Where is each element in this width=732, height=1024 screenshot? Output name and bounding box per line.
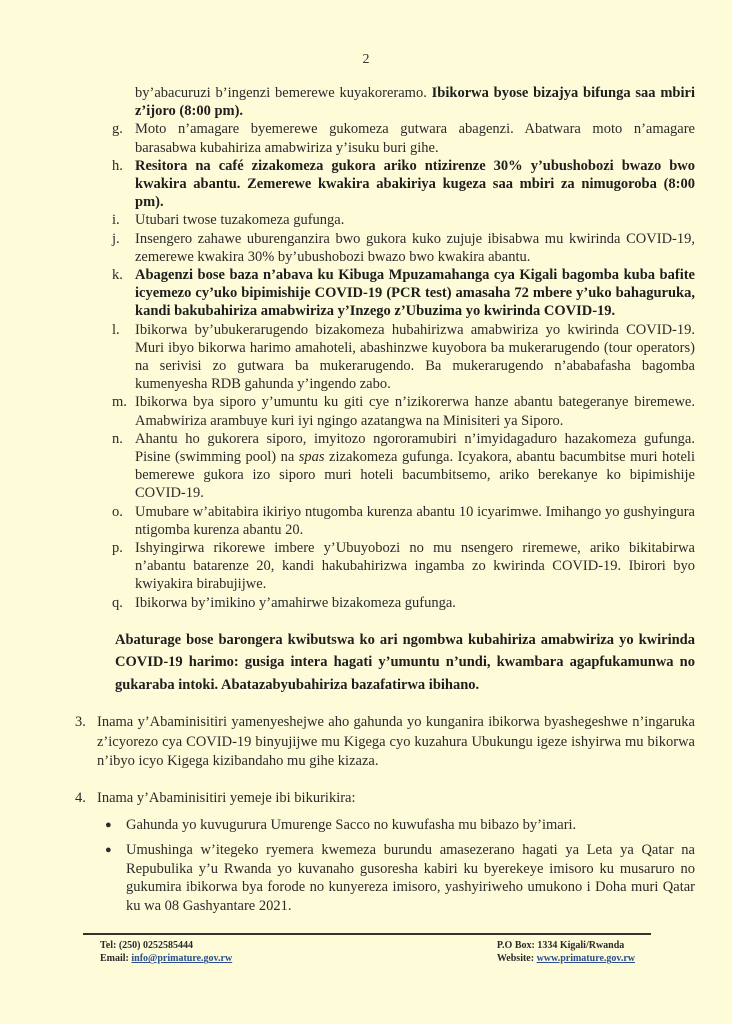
list-item-text-after: zizakomeza gufunga. Icyakora, abantu bacumbitse muri hoteli bemerewe gukora izo siporo muri hoteli bacumbitsemo, ariko berekanye ko bipimishije COVID-19.: [135, 449, 695, 502]
list-item-h: [0, 157, 695, 212]
footer-tel: [100, 939, 232, 952]
list-item-text: Utubari twose tuzakomeza gufunga.: [135, 212, 345, 229]
continuation-text: by’abacuruzi b’ingenzi bemerewe kuyakoreramo.: [135, 85, 432, 101]
page-number: 2: [362, 52, 370, 67]
list-item-g: [0, 120, 695, 156]
bullet-item: [0, 816, 695, 835]
footer-email: [100, 952, 232, 965]
list-item-j: [0, 230, 695, 266]
list-item-i: [0, 211, 695, 229]
list-item-p: [0, 539, 695, 594]
list-item-text: Ahantu ho gukorera siporo, imyitozo ngororamubiri n’imyidagaduro hazakomeza gufunga. Pisine (swimming pool) na: [135, 430, 695, 466]
number-marker: 4.: [75, 789, 86, 806]
list-item-m: [0, 393, 695, 429]
continuation-bold-text: Ibikorwa byose bizajya bifunga saa mbiri z’ijoro (8:00 pm).: [135, 85, 695, 120]
numbered-item-text: Inama y’Abaminisitiri yamenyeshejwe aho gahunda yo kunganira ibikorwa byashegeshwe n’ingaruka z’icyorezo cya COVID-19 binyujijwe mu Kigega cyo kuzahura Ubukungu igeze ishyirwa mu bikorwa n’ibyo icyo Kigega kizibandaho mu gihe kizaza.: [97, 714, 695, 770]
tel-label: Tel:: [100, 940, 119, 952]
website-label: Website:: [496, 953, 537, 965]
list-item-n: [0, 430, 695, 503]
list-item-q: [0, 594, 695, 612]
list-item-text: Ishyingirwa rikorewe imbere y’Ubuyobozi no mu nsengero riremewe, ariko bikitabirwa n’abantu batarenze 20, kandi hakubahirizwa ingamba zo kwirinda COVID-19. Ibirori byo kwiyakira birabujijwe.: [135, 540, 695, 593]
email-label: Email:: [100, 953, 132, 965]
list-marker: k.: [112, 267, 123, 284]
footer-area: [0, 933, 695, 965]
list-marker: g.: [112, 121, 123, 138]
list-marker: i.: [112, 212, 120, 229]
footer-website: [497, 952, 635, 965]
list-item-text: Moto n’amagare byemerewe gukomeza gutwara abagenzi. Abatwara moto n’amagare barasabwa kubahiriza amabwiriza y’isuku buri gihe.: [135, 121, 695, 156]
list-marker: m.: [112, 394, 127, 411]
list-item-text: Ibikorwa by’imikino y’amahirwe bizakomeza gufunga.: [135, 594, 456, 611]
public-notice: Abaturage bose barongera kwibutswa ko ari ngombwa kubahiriza amabwiriza yo kwirinda COVID-19 harimo: gusiga intera hagati y’umuntu n’undi, kwambara agapfukamunwa no gukaraba intoki. Abatazabyubahiriza bazafatirwa ibihano.: [115, 631, 695, 693]
list-item-text: Umubare w’abitabira ikiriyo ntugomba kurenza abantu 10 icyarimwe. Imihango yo gushyingura ntigomba kurenza abantu 20.: [135, 503, 695, 538]
list-marker: n.: [112, 430, 123, 447]
list-marker: p.: [112, 540, 123, 557]
list-item-text: Ibikorwa bya siporo y’umuntu ku giti cye n’izikorerwa hanze abantu bategeranye biremewe. Amabwiriza arambuye kuri iyi ngingo azatangwa na Minisiteri ya Siporo.: [135, 394, 695, 429]
list-marker: o.: [112, 503, 123, 520]
bullet-text: Gahunda yo kuvugurura Umurenge Sacco no kuwufasha mu bibazo by’imari.: [126, 817, 577, 834]
website-link[interactable]: www.primature.gov.rw: [536, 953, 635, 965]
bullet-list: [0, 816, 695, 915]
list-item-italic: spas: [298, 449, 325, 466]
list-item-text-group: [135, 430, 695, 503]
list-item-text: Insengero zahawe uburenganzira bwo gukora kuko zujuje ibisabwa mu kwirinda COVID-19, zemerewe kwakira 30% by’ubushobozi bwazo bwo kwakira abantu.: [135, 230, 695, 265]
bullet-text: Umushinga w’itegeko ryemera kwemeza burundu amasezerano hagati ya Leta ya Qatar na Repubulika y’u Rwanda yo kuvanaho gusoresha kabiri ku byerekeye imisoro ku musaruro no gukumira ibikorwa bya forode no kunyereza imisoro, yashyiriweho umukono i Doha muri Qatar ku wa 08 Gashyantare 2021.: [126, 841, 695, 914]
numbered-item-text: Inama y’Abaminisitiri yemeje ibi bikurikira:: [97, 789, 356, 806]
list-marker: j.: [112, 230, 120, 247]
list-item-l: [0, 321, 695, 394]
bullet-icon: ●: [105, 843, 112, 856]
email-link[interactable]: info@primature.gov.rw: [131, 953, 233, 965]
list-item-text: Ibikorwa by’ubukerarugendo bizakomeza hubahirizwa amabwiriza yo kwirinda COVID-19. Muri ibyo bikorwa harimo amahoteli, abashinzwe kuyobora ba mukerarugendo (tour operators) na serivisi zo gutwara ba mukerarugendo. Ba mukerarugendo n’ababafasha bagomba kumenyesha RDB gahunda y’ingendo zabo.: [135, 321, 695, 393]
footer-pobox: P.O Box: 1334 Kigali/Rwanda: [496, 940, 625, 952]
list-item-o: [0, 503, 695, 539]
bullet-icon: ●: [105, 819, 112, 832]
list-item-text: Abagenzi bose baza n’abava ku Kibuga Mpuzamahanga cya Kigali bagomba kuba bafite icyemezo cy’uko bipimishije COVID-19 (PCR test) amasaha 72 mbere y’uko bahaguruka, kandi bakubahiriza amabwiriza y’Inzego z’Ubuzima yo kwirinda COVID-19.: [135, 267, 695, 320]
footer: [83, 939, 643, 965]
footer-contact-left: [100, 939, 232, 965]
continuation-paragraph: [0, 84, 695, 120]
list-marker: q.: [112, 594, 123, 611]
numbered-item-4: [0, 789, 695, 809]
list-item-text: Resitora na café zizakomeza gukora ariko ntizirenze 30% y’ubushobozi bwazo bwo kwakira abantu. Zemerewe kwakira abakiriya kugeza saa mbiri za nimugoroba (8:00 pm).: [135, 157, 695, 211]
numbered-item-3: [0, 713, 695, 772]
document-body: [0, 84, 695, 915]
footer-divider: [83, 933, 651, 935]
footer-contact-right: [497, 939, 635, 965]
list-marker: h.: [112, 157, 123, 174]
list-item-k: [0, 266, 695, 321]
number-marker: 3.: [75, 714, 86, 731]
bullet-item: [0, 841, 695, 915]
tel-value: (250) 0252585444: [118, 940, 193, 952]
list-marker: l.: [112, 321, 120, 338]
